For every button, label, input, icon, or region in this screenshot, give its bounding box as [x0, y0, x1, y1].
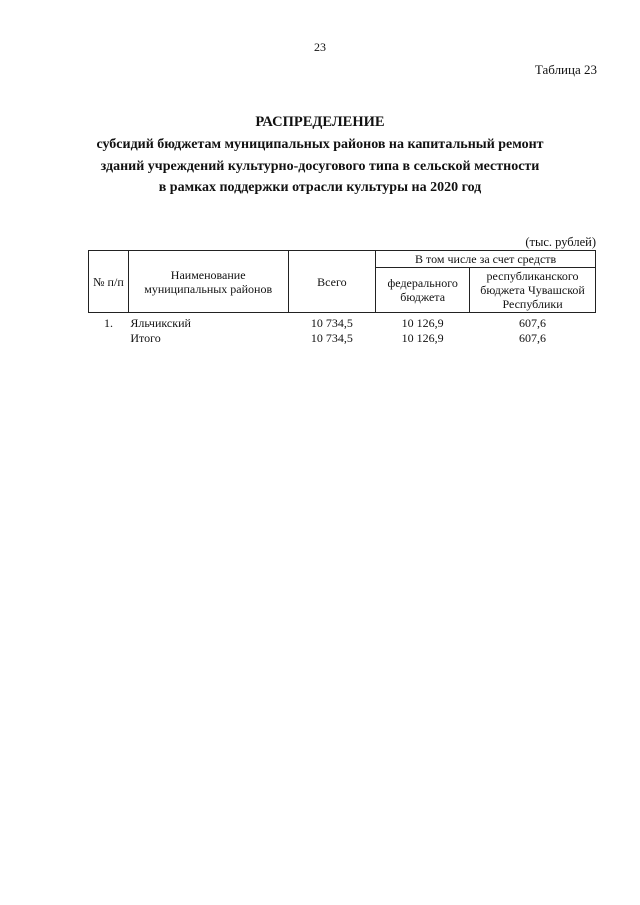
- header-republic: республиканского бюджета Чувашской Республики: [470, 268, 596, 313]
- title-line: зданий учреждений культурно-досугового типа в сельской местности: [100, 158, 540, 174]
- cell-republic: 607,6: [519, 316, 547, 330]
- cell-district-name: Яльчикский: [130, 316, 191, 330]
- cell-num: 1.: [103, 316, 113, 330]
- table-row-total: [89, 331, 596, 346]
- header-federal: федерального бюджета: [376, 268, 470, 313]
- cell-total: 10 734,5: [310, 316, 353, 330]
- page-number: 23: [314, 40, 326, 54]
- table-label: Таблица 23: [534, 62, 597, 77]
- header-total: Всего: [288, 251, 376, 313]
- cell-total: 10 734,5: [310, 331, 353, 345]
- header-funding-group: В том числе за счет средств: [376, 251, 596, 268]
- cell-district-name: Итого: [130, 331, 161, 345]
- header-district-name: Наименование муниципальных районов: [128, 251, 288, 313]
- cell-num: [89, 331, 129, 346]
- cell-federal: 10 126,9: [401, 331, 444, 345]
- title-line: в рамках поддержки отрасли культуры на 2020 год: [158, 180, 482, 195]
- title-line: субсидий бюджетам муниципальных районов на капитальный ремонт: [96, 137, 544, 152]
- units-note: (тыс. рублей): [525, 235, 596, 249]
- table-row: [89, 313, 596, 332]
- document-title: [0, 112, 640, 199]
- cell-republic: 607,6: [519, 331, 547, 345]
- title-heading: РАСПРЕДЕЛЕНИЕ: [255, 114, 385, 130]
- cell-federal: 10 126,9: [401, 316, 444, 330]
- distribution-table: [88, 250, 596, 346]
- header-num: № п/п: [89, 251, 129, 313]
